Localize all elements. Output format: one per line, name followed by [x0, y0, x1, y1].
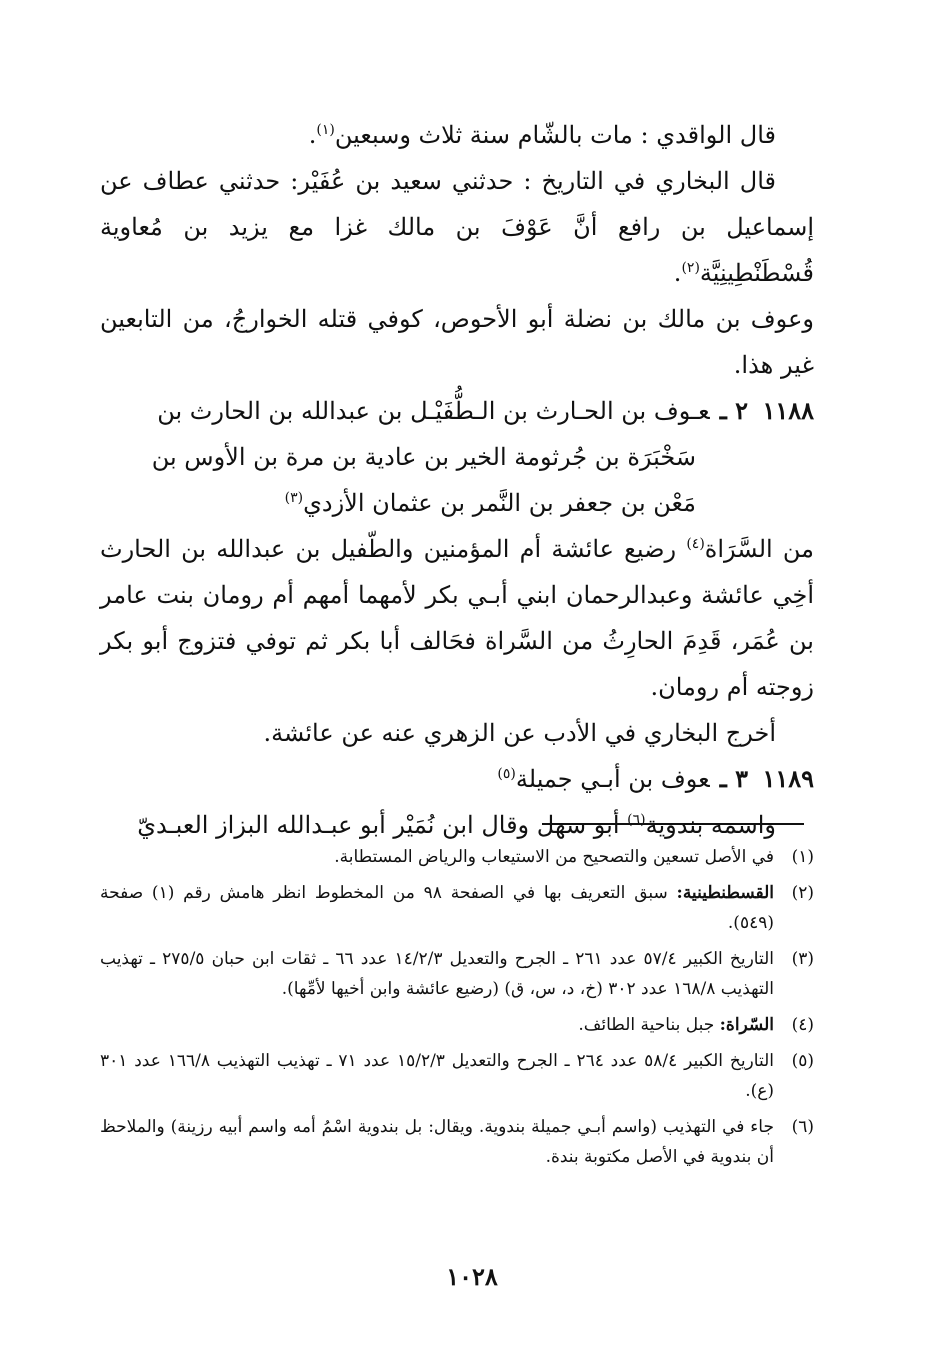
paragraph-text: قال الواقدي : مات بالشّام سنة ثلاث وسبعين [334, 121, 776, 149]
paragraph-text: واسمه بندوية [645, 811, 776, 839]
entry-line-text: مَعْن بن جعفر بن النَّمر بن عثمان الأزدي [303, 489, 696, 517]
footnote-number: (٤) [791, 1015, 814, 1035]
paragraph-text-cont: رضيع عائشة أم المؤمنين والطّفيل بن عبدالله بن الحارث أخِي عائشة وعبدالرحمان ابني أبـي بكر لأمهما أمهم أم رومان بنت عامر بن عُمَر، قَدِمَ الحارِثُ من السَّراة فحَالف أبا بكر ثم توفي فتزوج أبو بكر زوجته أم رومان. [100, 535, 815, 701]
footnote-number: (٦) [791, 1117, 814, 1137]
entry-heading [100, 388, 748, 526]
footnote-number: (٢) [791, 883, 814, 903]
entry-heading [100, 756, 748, 802]
paragraph-sarat [100, 526, 814, 710]
footnote-text [100, 1112, 774, 1172]
footnote-content: التاريخ الكبير ٥٧/٤ عدد ٢٦١ ـ الجرح والتعديل ١٤/٢/٣ عدد ٦٦ ـ ثقات ابن حبان ٢٧٥/٥ ـ تهذيب التهذيب ١٦٨/٨ عدد ٣٠٢ (خ، د، س، ق) (رضيع عائشة وابن أخيها لأمِّها). [100, 949, 775, 999]
paragraph-awf-nadla: وعوف بن مالك بن نضلة أبو الأحوص، كوفي قتله الخوارجُ، من التابعين غير هذا. [100, 305, 814, 379]
footnote-content: في الأصل تسعين والتصحيح من الاستيعاب والرياض المستطابة. [334, 847, 774, 867]
footnote-divider [542, 823, 804, 825]
entry-name: عـوف بن الحـارث بن الـطُّفَيْـل بن عبدالله بن الحارث بن [157, 397, 710, 425]
footnote-ref: (٤) [686, 536, 705, 552]
paragraph-end: . [673, 259, 682, 287]
paragraph-text: من السَّرَاة [704, 535, 814, 563]
entry-1188 [100, 388, 814, 526]
footnote-ref: (٢) [681, 260, 700, 276]
footnote-text [100, 1010, 774, 1040]
paragraph-end: . [308, 121, 317, 149]
footnote-number: (١) [791, 847, 814, 867]
footnote-content: جبل بناحية الطائف. [578, 1015, 720, 1035]
entry-last-line [100, 480, 748, 526]
entry-sequence: ٢ ـ [719, 396, 748, 425]
footnote-text [100, 878, 774, 938]
page-number: ١٠٢٨ [446, 1262, 498, 1291]
footnote-6 [100, 1112, 814, 1172]
entry-name: عوف بن أبـي جميلة [515, 765, 710, 793]
footnote-1 [100, 842, 814, 872]
paragraph-bukhari [100, 158, 814, 296]
footnote-5 [100, 1046, 814, 1106]
paragraph-text-cont: أبو سهل وقال ابن نُمَيْر أبو عبـدالله البزاز العبـديّ [137, 811, 628, 839]
entry-line: سَخْبَرَة بن جُرثومة الخير بن عادية بن مرة بن الأوس بن [151, 443, 696, 471]
entry-1189 [100, 756, 814, 802]
paragraph-waqidi [100, 112, 814, 158]
paragraph-text: قال البخاري في التاريخ : حدثني سعيد بن عُفَيْر: حدثني عطاف عن إسماعيل بن رافع أنَّ عَوْفَ بن مالك غزا مع يزيد بن مُعاوية قُسْطَنْطِينِيَّة [100, 167, 814, 287]
entry-number: ١١٨٩ [762, 764, 814, 793]
footnote-number: (٣) [791, 949, 814, 969]
entry-number: ١١٨٨ [762, 396, 814, 425]
footnote-content: سبق التعريف بها في الصفحة ٩٨ من المخطوط انظر هامش رقم (١) صفحة (٥٤٩). [100, 883, 774, 933]
footnotes [100, 842, 814, 1178]
footnote-text [100, 1046, 774, 1106]
entry-lead-line [100, 756, 748, 802]
footnote-content: جاء في التهذيب (واسم أبـي جميلة بندوية. ويقال: بل بندوية اسْمُ أمه واسم أبيه رزينة) والملاحظ أن بندوية في الأصل مكتوبة بندة. [100, 1117, 774, 1167]
footnote-ref: (٣) [284, 490, 304, 506]
footnote-3 [100, 944, 814, 1004]
footnote-number: (٥) [791, 1051, 814, 1071]
footnote-2 [100, 878, 814, 938]
footnote-term: السّراة: [719, 1015, 774, 1035]
footnote-term: القسطنطينية: [676, 883, 775, 903]
footnote-ref: (٦) [627, 812, 646, 828]
entry-sequence: ٣ ـ [719, 764, 748, 793]
footnote-ref: (٥) [497, 766, 516, 782]
footnote-ref: (١) [316, 122, 335, 138]
footnote-4 [100, 1010, 814, 1040]
main-text [100, 112, 814, 848]
footnote-text [100, 842, 774, 872]
entry-lead-line [100, 388, 748, 434]
footnote-content: التاريخ الكبير ٥٨/٤ عدد ٢٦٤ ـ الجرح والتعديل ١٥/٢/٣ عدد ٧١ ـ تهذيب التهذيب ١٦٦/٨ عدد ٣٠١ (ع). [100, 1051, 774, 1101]
paragraph-adab: أخرج البخاري في الأدب عن الزهري عنه عن عائشة. [263, 719, 776, 747]
footnote-text [100, 944, 774, 1004]
